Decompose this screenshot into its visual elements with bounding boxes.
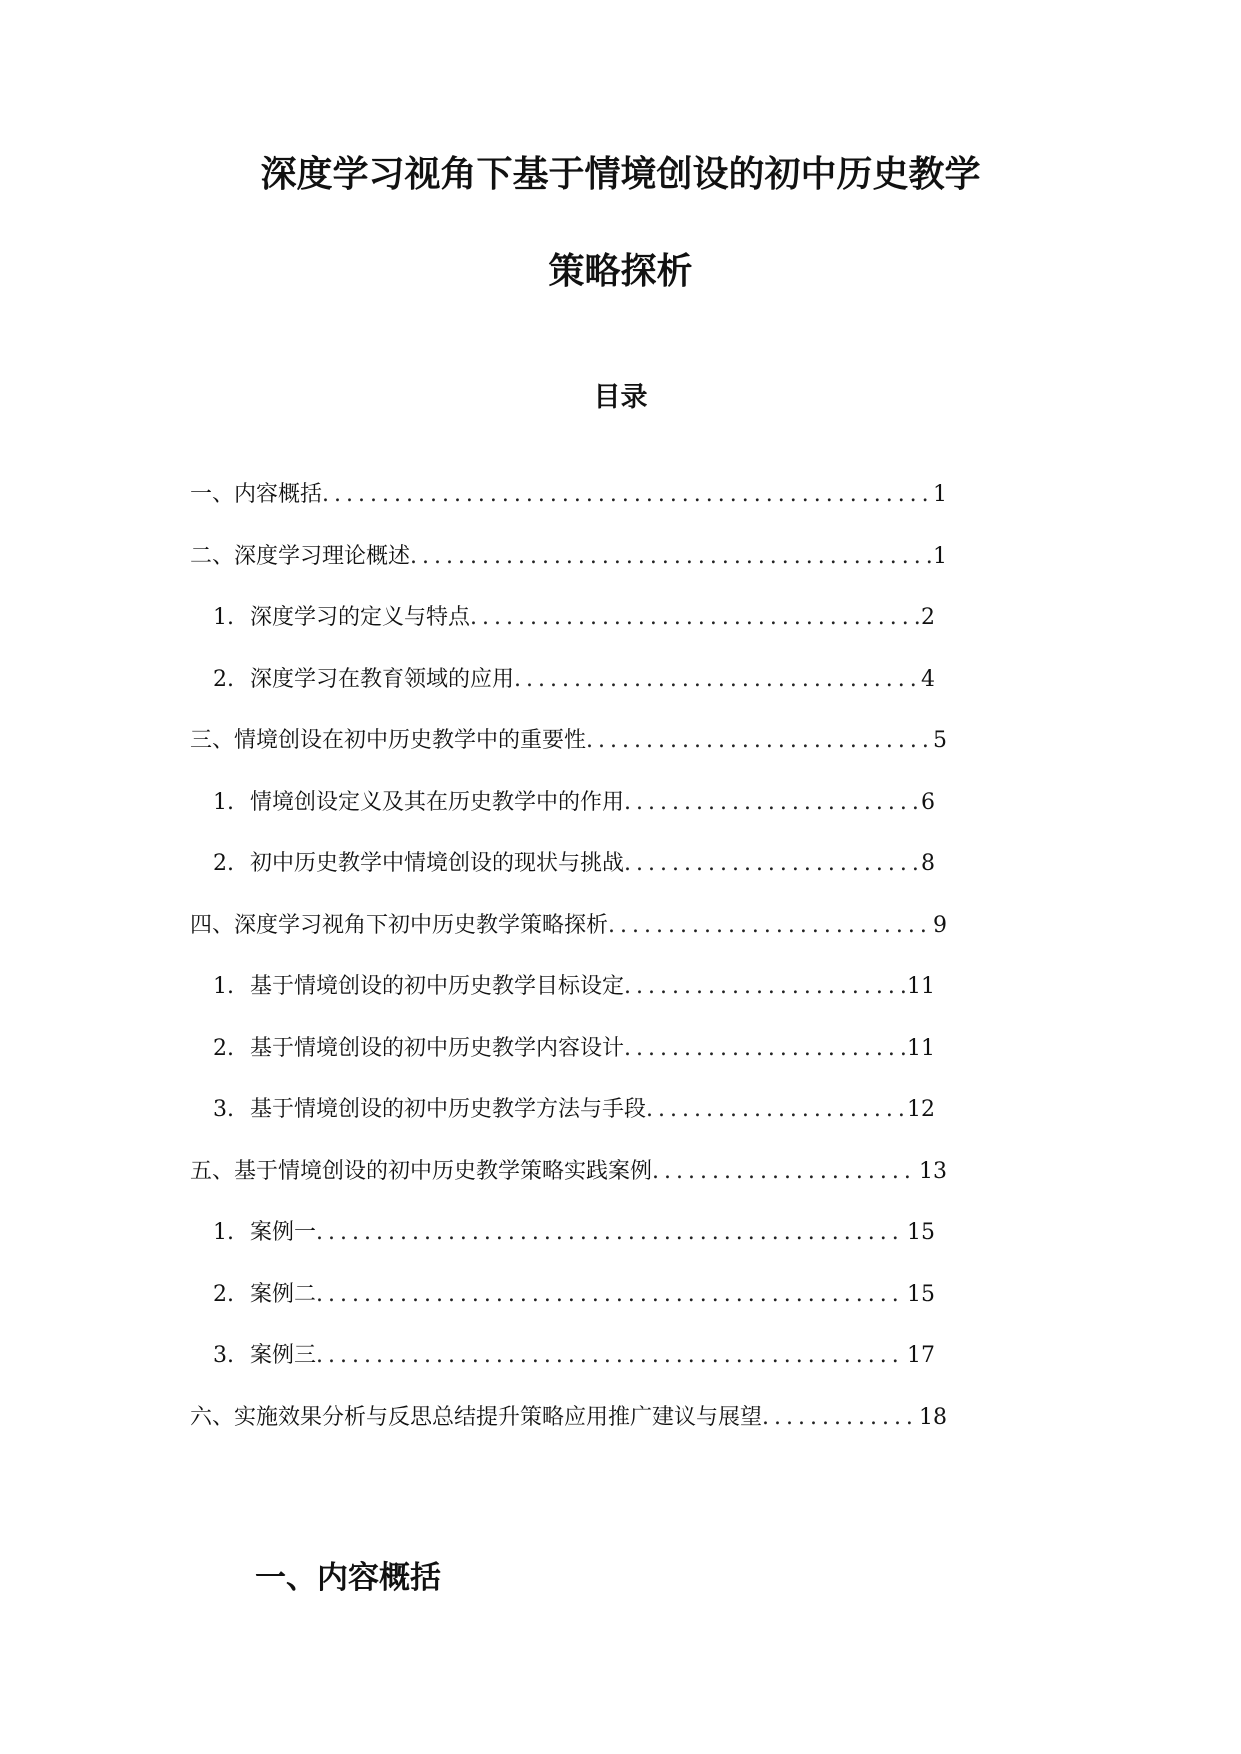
toc-dot-leader: [624, 849, 919, 879]
toc-dot-leader: [608, 911, 931, 941]
toc-entry-number: 2.: [213, 851, 234, 876]
toc-entry[interactable]: [213, 1341, 935, 1371]
toc-entry-page-number: 11: [907, 1036, 935, 1061]
toc-dot-leader: [514, 665, 919, 695]
toc-dot-leader: [322, 480, 931, 510]
toc-entry-text: 五、基于情境创设的初中历史教学策略实践案例: [190, 1159, 653, 1184]
toc-entry-page-number: 17: [907, 1343, 935, 1368]
toc-entry-page-number: 5: [933, 728, 947, 753]
document-title-line-1: 深度学习视角下基于情境创设的初中历史教学: [260, 154, 981, 195]
toc-entry-number: 2.: [213, 1282, 234, 1307]
toc-entry-number: 1.: [213, 790, 234, 815]
toc-entry-text: 初中历史教学中情境创设的现状与挑战: [250, 851, 625, 876]
toc-entry-number: 3.: [213, 1097, 234, 1122]
toc-entry[interactable]: [213, 665, 935, 695]
toc-entry-text: 六、实施效果分析与反思总结提升策略应用推广建议与展望: [190, 1405, 763, 1430]
toc-entry-text: 基于情境创设的初中历史教学目标设定: [250, 974, 625, 999]
toc-entry-page-number: 1: [933, 544, 947, 569]
toc-dot-leader: [316, 1218, 905, 1248]
toc-entry-text: 深度学习的定义与特点: [250, 605, 471, 630]
toc-entry-page-number: 12: [907, 1097, 935, 1122]
toc-dot-leader: [410, 542, 931, 572]
toc-entry-text: 二、深度学习理论概述: [190, 544, 411, 569]
toc-entry[interactable]: [190, 542, 947, 572]
toc-entry[interactable]: [213, 1095, 935, 1125]
toc-entry-page-number: 13: [919, 1159, 947, 1184]
toc-entry-text: 情境创设定义及其在历史教学中的作用: [250, 790, 625, 815]
toc-dot-leader: [624, 972, 905, 1002]
toc-entry-page-number: 6: [921, 790, 935, 815]
toc-dot-leader: [652, 1157, 917, 1187]
toc-entry-number: 3.: [213, 1343, 234, 1368]
toc-entry[interactable]: [213, 788, 935, 818]
toc-entry-text: 三、情境创设在初中历史教学中的重要性: [190, 728, 587, 753]
toc-entry-page-number: 4: [921, 667, 935, 692]
toc-entry[interactable]: [190, 480, 947, 510]
toc-dot-leader: [646, 1095, 905, 1125]
toc-entry-text: 四、深度学习视角下初中历史教学策略探析: [190, 913, 609, 938]
toc-entry-text: 深度学习在教育领域的应用: [250, 667, 515, 692]
toc-dot-leader: [624, 788, 919, 818]
toc-entry-number: 1.: [213, 1220, 234, 1245]
toc-entry[interactable]: [213, 1218, 935, 1248]
toc-entry-page-number: 15: [907, 1282, 935, 1307]
toc-heading: 目录: [593, 382, 648, 413]
toc-entry-text: 基于情境创设的初中历史教学方法与手段: [250, 1097, 647, 1122]
toc-entry[interactable]: [190, 1157, 947, 1187]
toc-entry[interactable]: [213, 972, 935, 1002]
toc-entry-number: 2.: [213, 1036, 234, 1061]
toc-entry-text: 案例三: [250, 1343, 317, 1368]
toc-dot-leader: [586, 726, 931, 756]
toc-entry-page-number: 2: [921, 605, 935, 630]
toc-entry[interactable]: [213, 849, 935, 879]
toc-entry-text: 基于情境创设的初中历史教学内容设计: [250, 1036, 625, 1061]
toc-entry[interactable]: [213, 1034, 935, 1064]
toc-dot-leader: [316, 1341, 905, 1371]
toc-entry-number: 1.: [213, 605, 234, 630]
toc-dot-leader: [624, 1034, 905, 1064]
toc-entry-page-number: 18: [919, 1405, 947, 1430]
toc-entry[interactable]: [213, 603, 935, 633]
toc-dot-leader: [470, 603, 919, 633]
toc-dot-leader: [316, 1280, 905, 1310]
toc-entry-text: 案例一: [250, 1220, 317, 1245]
document-title-line-2: 策略探析: [548, 251, 693, 292]
toc-entry[interactable]: [190, 726, 947, 756]
toc-entry[interactable]: [190, 1403, 947, 1433]
toc-entry-page-number: 1: [933, 482, 947, 507]
section-heading: 一、内容概括: [255, 1560, 441, 1596]
toc-entry[interactable]: [190, 911, 947, 941]
toc-entry-page-number: 9: [933, 913, 947, 938]
toc-dot-leader: [762, 1403, 917, 1433]
toc-entry[interactable]: [213, 1280, 935, 1310]
toc-entry-number: 1.: [213, 974, 234, 999]
toc-entry-page-number: 11: [907, 974, 935, 999]
toc-entry-page-number: 15: [907, 1220, 935, 1245]
toc-entry-text: 一、内容概括: [190, 482, 323, 507]
toc-entry-number: 2.: [213, 667, 234, 692]
toc-entry-page-number: 8: [921, 851, 935, 876]
toc-entry-text: 案例二: [250, 1282, 317, 1307]
